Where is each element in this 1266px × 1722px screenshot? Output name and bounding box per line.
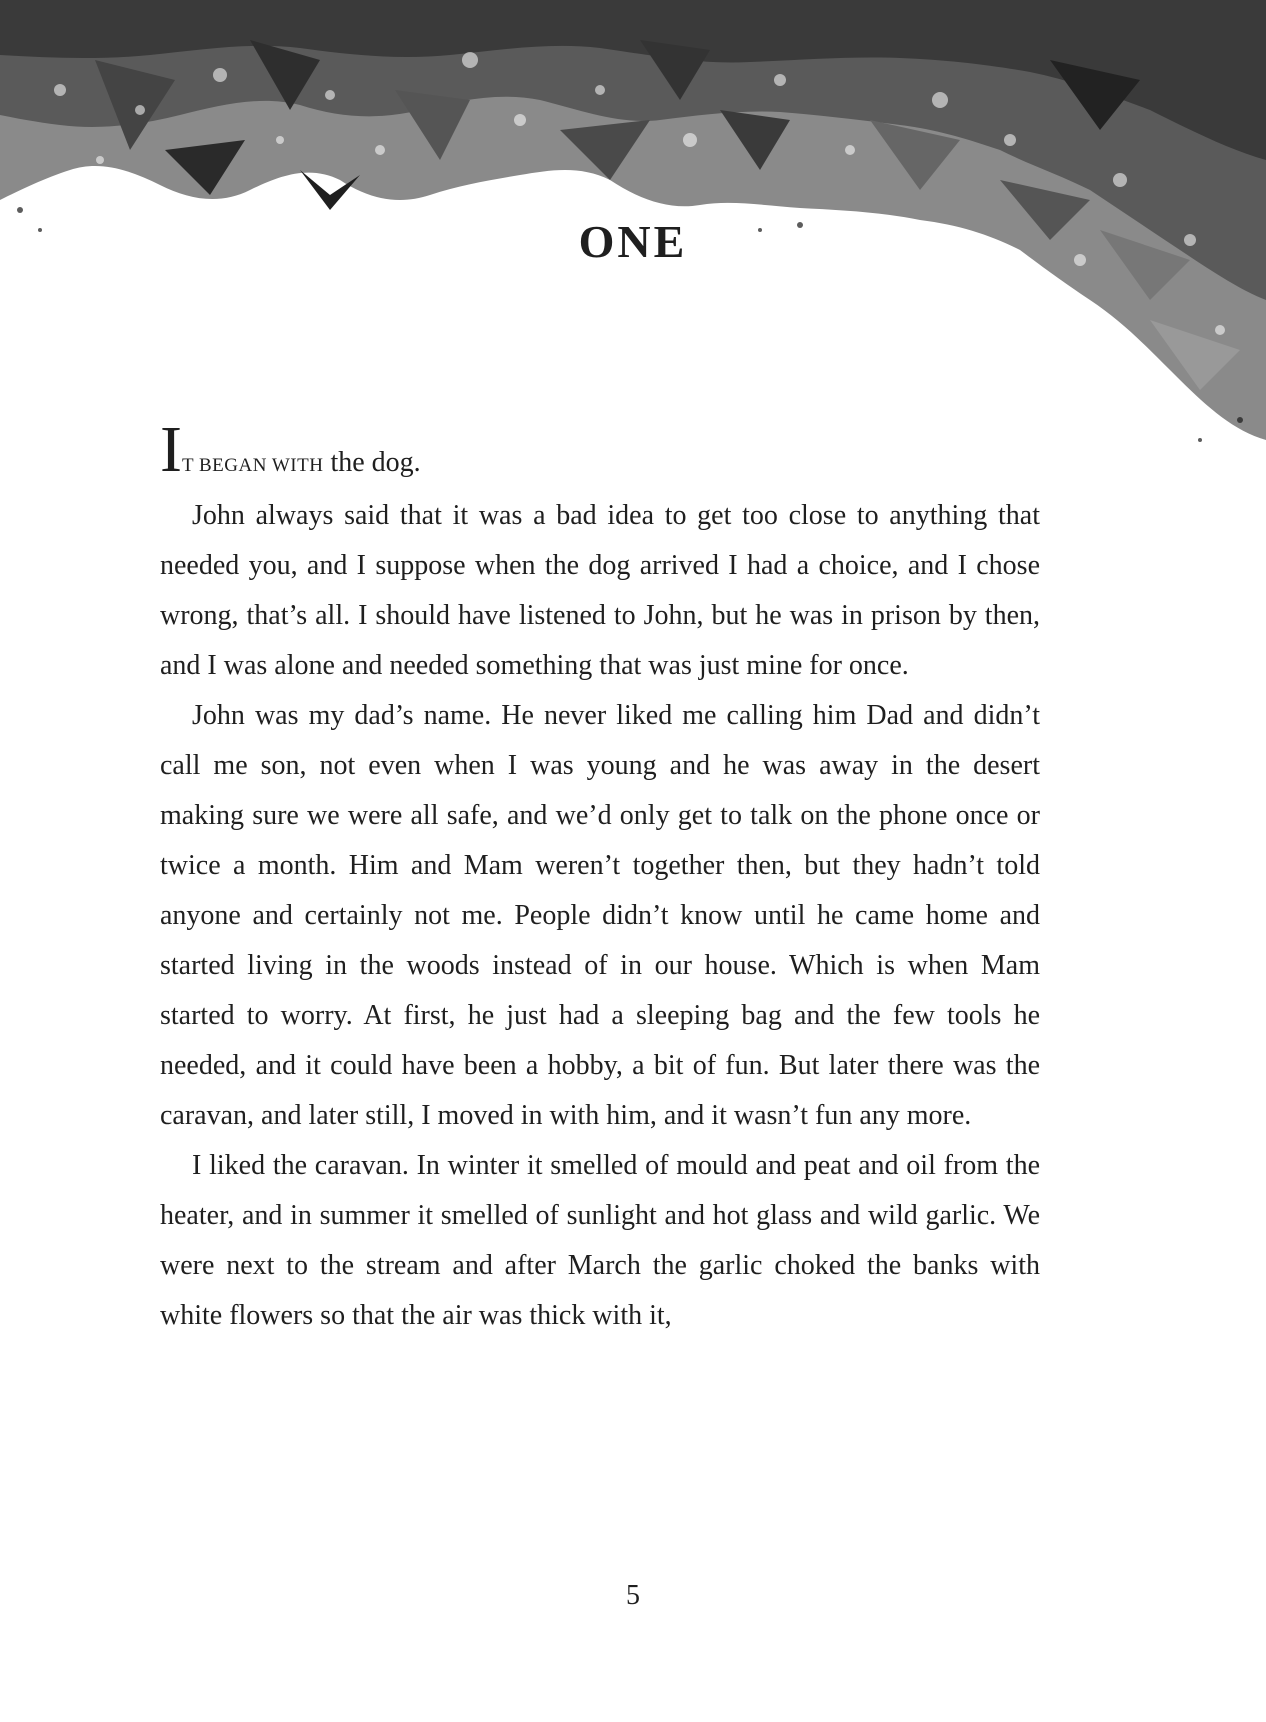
opening-smallcaps: T BEGAN WITH <box>181 455 324 476</box>
page-number: 5 <box>626 1580 640 1611</box>
chapter-body <box>160 413 1040 1341</box>
paragraph: John always said that it was a bad idea to get too close to anything that needed you, and I suppose when the dog arrived I had a choice, and I chose wrong, that’s all. I should have listened to John, but he was in prison by then, and I was alone and needed something that was just mine for once. <box>160 500 1040 681</box>
paragraph: I liked the caravan. In winter it smelled of mould and peat and oil from the heater, and in summer it smelled of sunlight and hot glass and wild garlic. We were next to the stream and after March the garlic choked the banks with white flowers so that the air was thick with it, <box>160 1150 1040 1331</box>
paragraph: John was my dad’s name. He never liked me calling him Dad and didn’t call me son, not even when I was young and he was away in the desert making sure we were all safe, and we’d only get to talk on the phone once or twice a month. Him and Mam weren’t together then, but they hadn’t told anyone and certainly not me. People didn’t know until he came home and started living in the woods instead of in our house. Which is when Mam started to worry. At first, he just had a sleeping bag and the few tools he needed, and it could have been a hobby, a bit of fun. But later there was the caravan, and later still, I moved in with him, and it wasn’t fun any more. <box>160 700 1040 1131</box>
opening-paragraph <box>160 413 1040 491</box>
chapter-title: ONE <box>578 216 688 267</box>
drop-cap: I <box>160 413 182 486</box>
opening-rest: the dog. <box>323 447 421 478</box>
